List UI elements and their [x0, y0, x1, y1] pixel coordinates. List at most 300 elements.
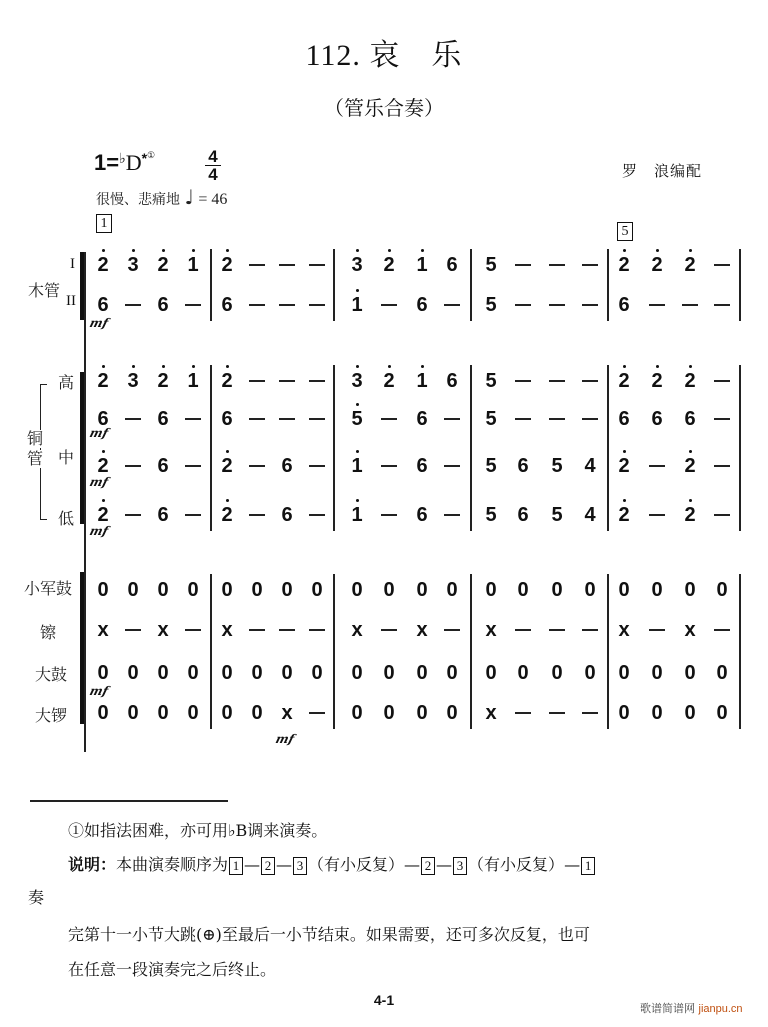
high-octave-dot: [656, 249, 659, 252]
rest: 0: [97, 702, 109, 724]
rest: 0: [517, 662, 529, 684]
extension-dash: [582, 712, 598, 714]
rest: 0: [281, 662, 293, 684]
rest: 0: [716, 702, 728, 724]
brass-high-label: 高: [58, 373, 75, 392]
rest: 0: [446, 702, 458, 724]
high-octave-dot: [421, 365, 424, 368]
percussion-hit: x: [157, 619, 169, 641]
high-octave-dot: [226, 450, 229, 453]
note: 2: [97, 455, 109, 477]
extension-dash: [381, 418, 397, 420]
gong-label: 大锣: [35, 706, 68, 725]
tempo-marking: [96, 185, 227, 209]
barline: [607, 574, 609, 729]
explanation-text: 本曲演奏顺序为: [116, 855, 229, 874]
high-octave-dot: [689, 450, 692, 453]
extension-dash: [649, 465, 665, 467]
high-octave-dot: [356, 365, 359, 368]
rest: 0: [551, 579, 563, 601]
high-octave-dot: [421, 249, 424, 252]
note: 1: [416, 370, 428, 392]
barline: [739, 249, 741, 321]
high-octave-dot: [102, 450, 105, 453]
note: 6: [157, 455, 169, 477]
high-octave-dot: [623, 499, 626, 502]
extension-dash: [279, 629, 295, 631]
note: 6: [517, 504, 529, 526]
barline: [739, 574, 741, 729]
note: 1: [416, 254, 428, 276]
extension-dash: [549, 304, 565, 306]
extension-dash: [714, 380, 730, 382]
note: 6: [446, 254, 458, 276]
note: 2: [618, 504, 630, 526]
note: 5: [485, 254, 497, 276]
extension-dash: [125, 629, 141, 631]
rest: 0: [157, 662, 169, 684]
barline: [470, 249, 472, 321]
extension-dash: [249, 380, 265, 382]
bassdrum-label: 大鼓: [35, 665, 68, 684]
rest: 0: [584, 579, 596, 601]
rest: 0: [157, 579, 169, 601]
note: 4: [584, 504, 596, 526]
high-octave-dot: [623, 450, 626, 453]
rest: 0: [716, 579, 728, 601]
rest: 0: [618, 579, 630, 601]
extension-dash: [582, 418, 598, 420]
note: 1: [187, 370, 199, 392]
extension-dash: [649, 514, 665, 516]
high-octave-dot: [132, 365, 135, 368]
note: 6: [281, 504, 293, 526]
barline: [470, 574, 472, 729]
rest: 0: [584, 662, 596, 684]
explanation-line-1: [68, 852, 596, 875]
note: 6: [446, 370, 458, 392]
rest: 0: [618, 662, 630, 684]
watermark-url: jianpu.cn: [698, 1003, 743, 1015]
note: 5: [485, 455, 497, 477]
rest: 0: [383, 579, 395, 601]
rest: 0: [716, 662, 728, 684]
percussion-hit: x: [221, 619, 233, 641]
rest: 0: [251, 579, 263, 601]
note: 3: [351, 370, 363, 392]
note: 2: [383, 370, 395, 392]
page-subtitle: （管乐合奏）: [324, 96, 444, 120]
note: 2: [221, 455, 233, 477]
dynamic-mf: mf: [88, 316, 110, 330]
brass-low-label: 低: [58, 509, 75, 528]
section-box: 2: [421, 857, 435, 875]
extension-dash: [185, 514, 201, 516]
note: 2: [618, 370, 630, 392]
note: 2: [221, 254, 233, 276]
footnote-divider: [30, 800, 228, 802]
note: 2: [651, 254, 663, 276]
extension-dash: [649, 304, 665, 306]
rest: 0: [651, 702, 663, 724]
extension-dash: [515, 629, 531, 631]
rest: 0: [221, 702, 233, 724]
extension-dash: [549, 418, 565, 420]
note: 6: [221, 294, 233, 316]
extension-dash: [582, 304, 598, 306]
note: 2: [157, 254, 169, 276]
barline: [210, 365, 212, 531]
extension-dash: [185, 629, 201, 631]
rehearsal-mark-5: 5: [617, 222, 633, 241]
rest: 0: [97, 579, 109, 601]
extension-dash: [714, 629, 730, 631]
extension-dash: [549, 264, 565, 266]
extension-dash: [444, 629, 460, 631]
percussion-hit: x: [618, 619, 630, 641]
extension-dash: [714, 264, 730, 266]
note: 6: [157, 408, 169, 430]
note: 5: [351, 408, 363, 430]
quarter-note-icon: ♩: [184, 185, 194, 209]
key-note: D: [125, 150, 142, 175]
tempo-value: = 46: [198, 191, 228, 208]
note: 5: [485, 408, 497, 430]
rest: 0: [127, 579, 139, 601]
note: 6: [416, 294, 428, 316]
extension-dash: [444, 304, 460, 306]
extension-dash: [185, 418, 201, 420]
extension-dash: [549, 712, 565, 714]
extension-dash: [582, 264, 598, 266]
section-box: 3: [453, 857, 467, 875]
note: 1: [351, 504, 363, 526]
time-sig-bottom: 4: [208, 165, 218, 184]
extension-dash: [249, 514, 265, 516]
brass-mid-label: 中: [58, 448, 75, 467]
woodwind-part-2-label: II: [66, 293, 76, 309]
rest: 0: [311, 662, 323, 684]
dynamic-mf: mf: [88, 426, 110, 440]
extension-dash: [309, 514, 325, 516]
note: 2: [221, 504, 233, 526]
time-signature: [205, 148, 221, 183]
snare-label: 小军鼓: [24, 579, 73, 598]
watermark: [640, 1000, 743, 1016]
note: 2: [684, 254, 696, 276]
note: 2: [651, 370, 663, 392]
extension-dash: [515, 380, 531, 382]
high-octave-dot: [102, 499, 105, 502]
barline: [739, 365, 741, 531]
barline: [210, 249, 212, 321]
rest: 0: [311, 579, 323, 601]
high-octave-dot: [102, 365, 105, 368]
high-octave-dot: [226, 365, 229, 368]
rest: 0: [187, 702, 199, 724]
extension-dash: [515, 264, 531, 266]
key-signature: [94, 150, 155, 176]
extension-dash: [309, 304, 325, 306]
sep: —: [244, 855, 261, 874]
sep: —: [276, 855, 293, 874]
extension-dash: [125, 465, 141, 467]
rest: 0: [684, 662, 696, 684]
extension-dash: [582, 629, 598, 631]
rest: 0: [221, 579, 233, 601]
extension-dash: [444, 418, 460, 420]
percussion-hit: x: [684, 619, 696, 641]
high-octave-dot: [356, 499, 359, 502]
note: 6: [651, 408, 663, 430]
percussion-hit: x: [351, 619, 363, 641]
high-octave-dot: [689, 365, 692, 368]
rehearsal-mark-1: 1: [96, 214, 112, 233]
note: 2: [97, 504, 109, 526]
extension-dash: [381, 514, 397, 516]
rest: 0: [351, 579, 363, 601]
extension-dash: [309, 380, 325, 382]
extension-dash: [714, 304, 730, 306]
high-octave-dot: [656, 365, 659, 368]
rest: 0: [684, 702, 696, 724]
rest: 0: [127, 702, 139, 724]
rest: 0: [517, 579, 529, 601]
cymbal-label: 镲: [40, 623, 57, 642]
brass-label-2: 管: [27, 449, 44, 468]
extension-dash: [279, 418, 295, 420]
note: 6: [97, 408, 109, 430]
extension-dash: [249, 304, 265, 306]
high-octave-dot: [102, 249, 105, 252]
extension-dash: [125, 304, 141, 306]
high-octave-dot: [162, 365, 165, 368]
rest: 0: [651, 662, 663, 684]
note: 2: [97, 370, 109, 392]
barline: [333, 365, 335, 531]
system-line: [84, 252, 86, 752]
note: 3: [127, 254, 139, 276]
extension-dash: [582, 380, 598, 382]
rest: 0: [383, 662, 395, 684]
section-box: 2: [261, 857, 275, 875]
key-prefix: 1=: [94, 150, 120, 175]
note: 6: [416, 504, 428, 526]
sep: —: [564, 855, 581, 874]
extension-dash: [444, 465, 460, 467]
section-box: 1: [581, 857, 595, 875]
extension-dash: [125, 514, 141, 516]
extension-dash: [309, 418, 325, 420]
note: 6: [618, 294, 630, 316]
rest: 0: [485, 579, 497, 601]
page-number: 4-1: [373, 992, 395, 1008]
dynamic-mf: mf: [88, 475, 110, 489]
watermark-cn: 歌谱简谱网: [640, 1002, 695, 1015]
note: 2: [684, 370, 696, 392]
note: 1: [351, 455, 363, 477]
footnote-1: ①如指法困难，亦可用♭B调来演奏。: [68, 821, 328, 840]
note: 2: [684, 455, 696, 477]
note: 2: [97, 254, 109, 276]
extension-dash: [381, 629, 397, 631]
note: 2: [684, 504, 696, 526]
extension-dash: [649, 629, 665, 631]
high-octave-dot: [689, 499, 692, 502]
explanation-label: 说明：: [68, 855, 117, 874]
extension-dash: [279, 264, 295, 266]
extension-dash: [279, 380, 295, 382]
note: 2: [383, 254, 395, 276]
high-octave-dot: [356, 403, 359, 406]
high-octave-dot: [388, 249, 391, 252]
high-octave-dot: [356, 249, 359, 252]
extension-dash: [249, 465, 265, 467]
barline: [333, 574, 335, 729]
rest: 0: [383, 702, 395, 724]
extension-dash: [515, 304, 531, 306]
tempo-text: 很慢、悲痛地: [96, 192, 180, 208]
note: 6: [416, 408, 428, 430]
note: 6: [157, 294, 169, 316]
high-octave-dot: [226, 249, 229, 252]
note: 1: [351, 294, 363, 316]
high-octave-dot: [132, 249, 135, 252]
brass-label-1: 铜: [27, 429, 44, 448]
rest: 0: [251, 702, 263, 724]
note: 4: [584, 455, 596, 477]
flat-icon: ♭: [119, 150, 126, 166]
note: 6: [684, 408, 696, 430]
note: 6: [618, 408, 630, 430]
time-sig-top: 4: [208, 147, 218, 166]
note: 6: [281, 455, 293, 477]
rest: 0: [446, 579, 458, 601]
rest: 0: [221, 662, 233, 684]
dynamic-mf: mf: [88, 684, 110, 698]
dynamic-mf: mf: [274, 732, 296, 746]
note: 5: [485, 504, 497, 526]
barline: [210, 574, 212, 729]
note: 2: [221, 370, 233, 392]
note: 6: [416, 455, 428, 477]
rest: 0: [684, 579, 696, 601]
page-title: 112. 哀 乐: [305, 39, 463, 72]
percussion-hit: x: [281, 702, 293, 724]
explanation-line-2: 奏: [28, 888, 45, 907]
dynamic-mf: mf: [88, 524, 110, 538]
extension-dash: [381, 304, 397, 306]
rest: 0: [97, 662, 109, 684]
extension-dash: [309, 264, 325, 266]
note: 2: [157, 370, 169, 392]
rest: 0: [187, 662, 199, 684]
rest: 0: [187, 579, 199, 601]
arranger-credit: 罗 浪编配: [622, 162, 703, 180]
high-octave-dot: [623, 249, 626, 252]
rest: 0: [618, 702, 630, 724]
note: 2: [618, 254, 630, 276]
note: 1: [187, 254, 199, 276]
extension-dash: [249, 629, 265, 631]
small-repeat: （有小反复）: [308, 855, 405, 874]
rest: 0: [416, 579, 428, 601]
rest: 0: [416, 662, 428, 684]
high-octave-dot: [623, 365, 626, 368]
note: 6: [97, 294, 109, 316]
extension-dash: [125, 418, 141, 420]
extension-dash: [185, 304, 201, 306]
extension-dash: [515, 418, 531, 420]
rest: 0: [446, 662, 458, 684]
note: 5: [485, 294, 497, 316]
star-icon: *: [141, 150, 148, 166]
high-octave-dot: [162, 249, 165, 252]
percussion-hit: x: [97, 619, 109, 641]
note: 6: [517, 455, 529, 477]
note: 5: [485, 370, 497, 392]
note: 6: [157, 504, 169, 526]
rest: 0: [485, 662, 497, 684]
note: 5: [551, 504, 563, 526]
rest: 0: [351, 662, 363, 684]
rest: 0: [251, 662, 263, 684]
extension-dash: [279, 304, 295, 306]
barline: [607, 249, 609, 321]
small-repeat: （有小反复）: [468, 855, 565, 874]
extension-dash: [682, 304, 698, 306]
extension-dash: [549, 629, 565, 631]
extension-dash: [249, 264, 265, 266]
high-octave-dot: [192, 365, 195, 368]
rest: 0: [127, 662, 139, 684]
extension-dash: [549, 380, 565, 382]
rest: 0: [651, 579, 663, 601]
extension-dash: [309, 465, 325, 467]
high-octave-dot: [356, 289, 359, 292]
high-octave-dot: [356, 450, 359, 453]
high-octave-dot: [388, 365, 391, 368]
high-octave-dot: [192, 249, 195, 252]
barline: [607, 365, 609, 531]
extension-dash: [714, 418, 730, 420]
sep: —: [436, 855, 453, 874]
extension-dash: [309, 712, 325, 714]
section-box: 3: [293, 857, 307, 875]
note: 6: [221, 408, 233, 430]
explanation-line-4: 在任意一段演奏完之后终止。: [68, 960, 277, 979]
percussion-hit: x: [416, 619, 428, 641]
explanation-line-3: 完第十一小节大跳(⊕)至最后一小节结束。如果需要，还可多次反复，也可: [68, 925, 590, 944]
footnote-mark: ①: [147, 150, 156, 160]
percussion-hit: x: [485, 619, 497, 641]
rest: 0: [157, 702, 169, 724]
note: 3: [127, 370, 139, 392]
rest: 0: [281, 579, 293, 601]
extension-dash: [185, 465, 201, 467]
extension-dash: [714, 465, 730, 467]
extension-dash: [309, 629, 325, 631]
woodwind-label: 木管: [28, 281, 61, 300]
rest: 0: [416, 702, 428, 724]
barline: [470, 365, 472, 531]
high-octave-dot: [689, 249, 692, 252]
note: 5: [551, 455, 563, 477]
extension-dash: [381, 465, 397, 467]
extension-dash: [714, 514, 730, 516]
extension-dash: [515, 712, 531, 714]
extension-dash: [444, 514, 460, 516]
